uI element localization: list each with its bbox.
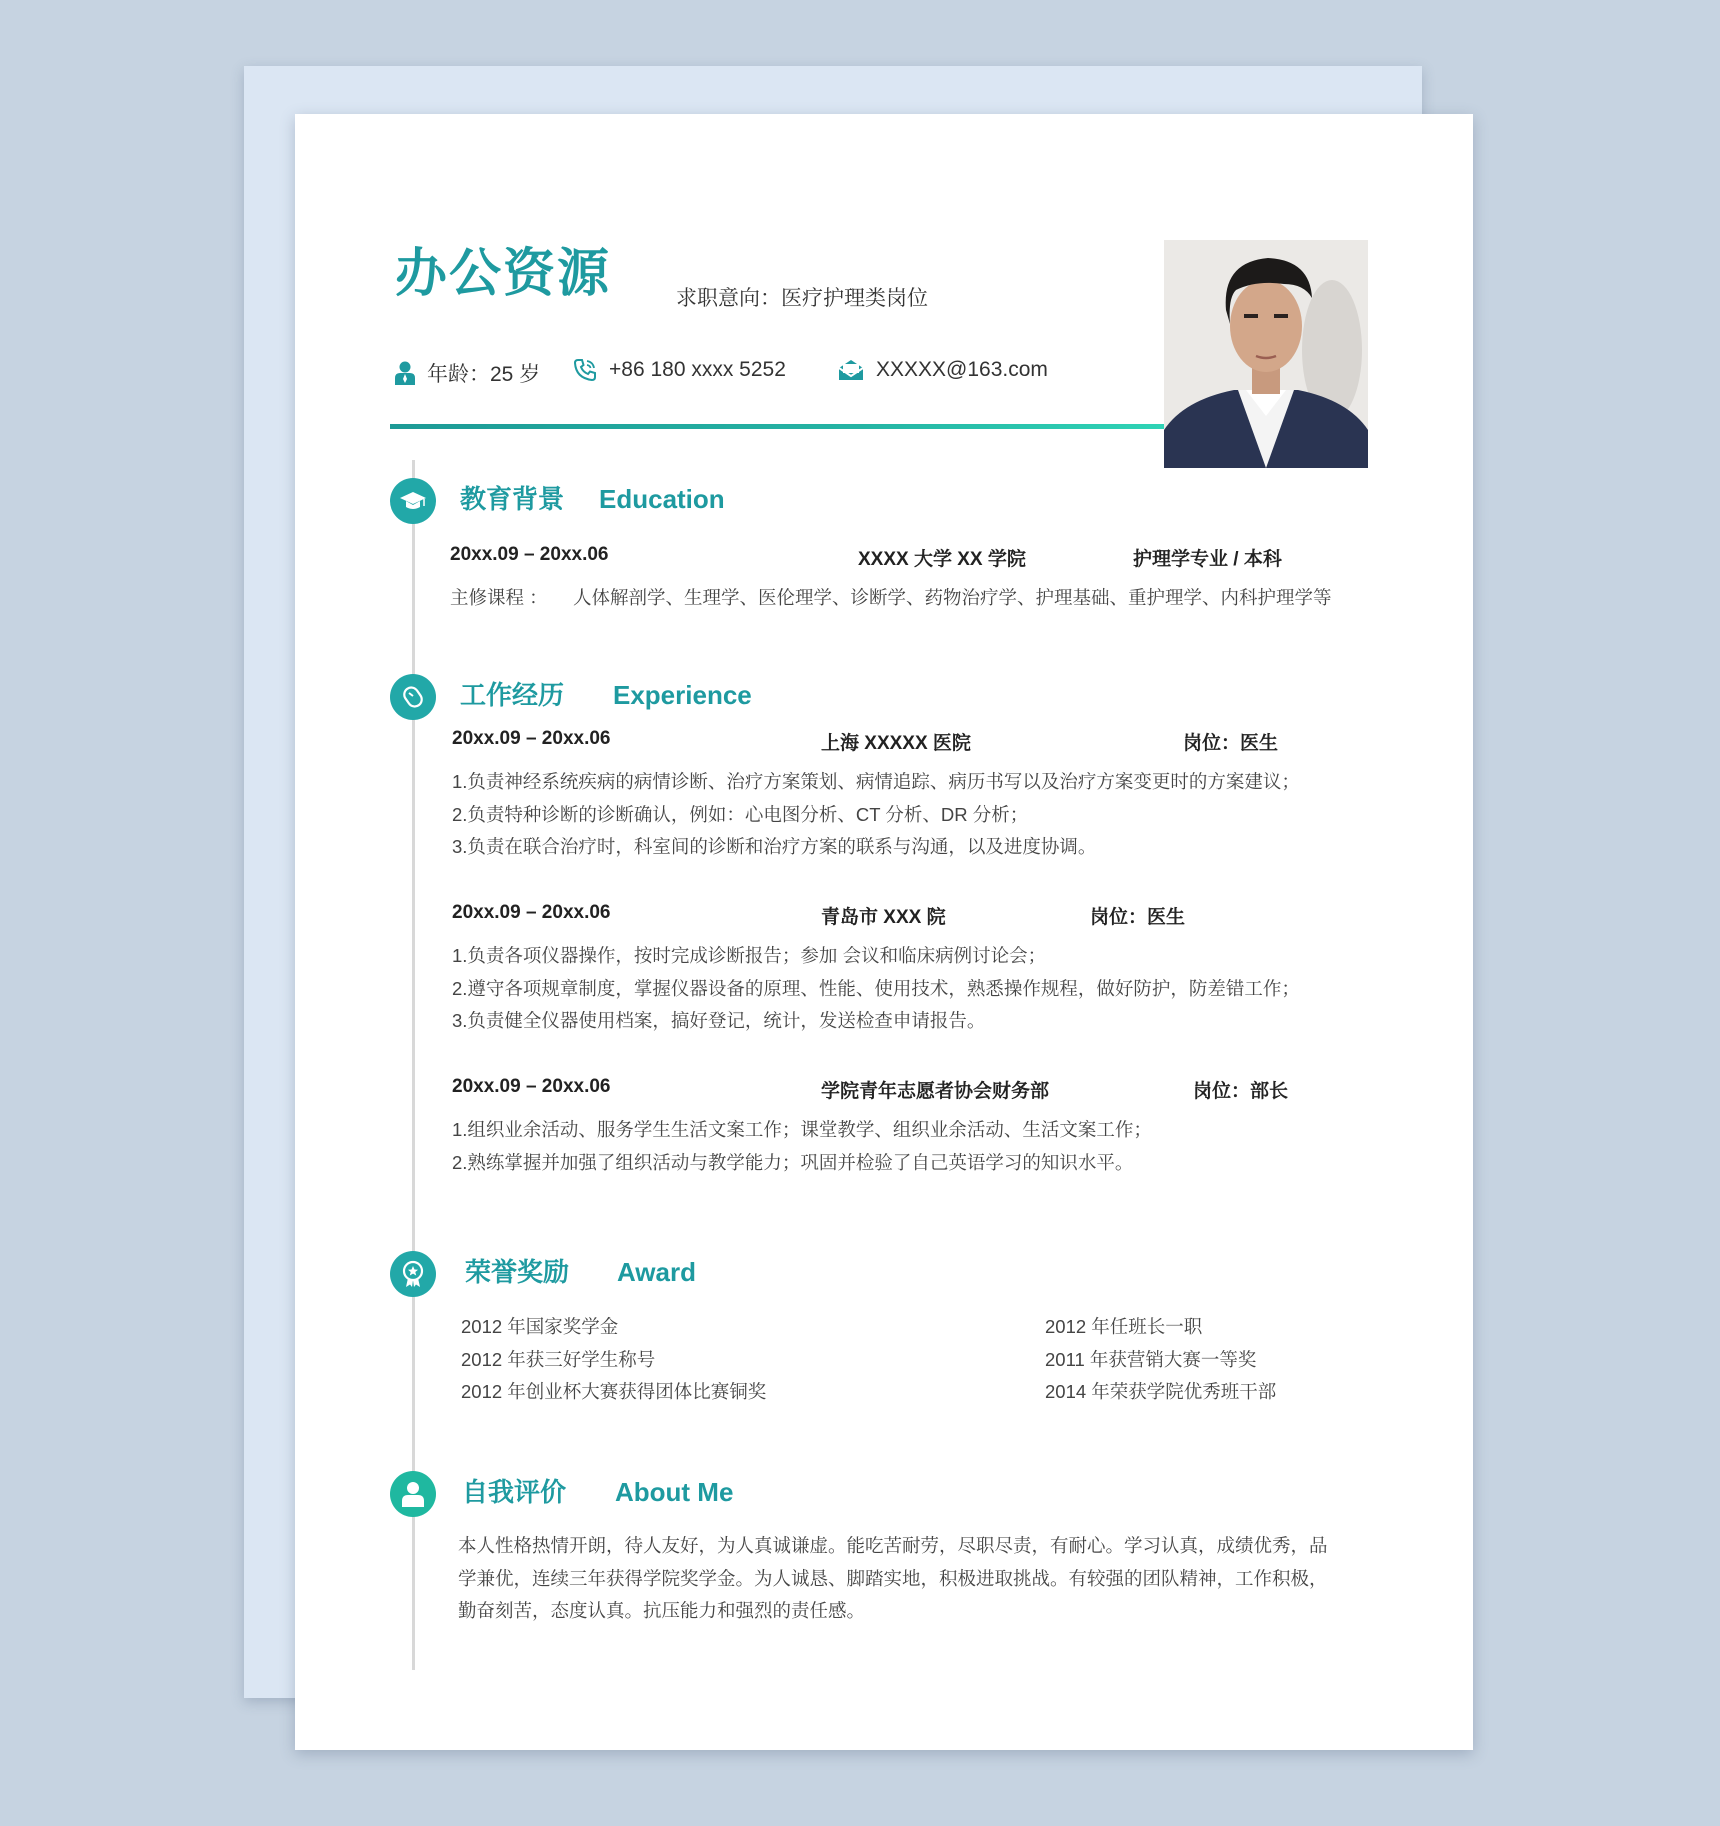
- contact-phone: [573, 358, 786, 382]
- education-title-en: Education: [599, 484, 725, 514]
- user-icon: [401, 1481, 425, 1507]
- job-org: 上海 XXXXX 医院: [821, 733, 971, 754]
- job-period: 20xx.09 – 20xx.06: [452, 1076, 611, 1097]
- contact-age: [395, 358, 540, 388]
- graduation-cap-icon: [399, 490, 427, 512]
- job-duty-line: 2.熟练掌握并加强了组织活动与教学能力；巩固并检验了自己英语学习的知识水平。: [452, 1151, 1134, 1173]
- job-org: 青岛市 XXX 院: [821, 907, 946, 928]
- job-duty-line: 2.遵守各项规章制度，掌握仪器设备的原理、性能、使用技术，熟悉操作规程，做好防护，防差错工作；: [452, 977, 1300, 999]
- award-item: 2014 年荣获学院优秀班干部: [1045, 1381, 1277, 1402]
- job-duty-line: 1.负责神经系统疾病的病情诊断、治疗方案策划、病情追踪、病历书写以及治疗方案变更时的方案建议；: [452, 771, 1300, 792]
- job-post: 岗位：医生: [1090, 907, 1186, 928]
- about-line: 勤奋刻苦，态度认真。抗压能力和强烈的责任感。: [458, 1600, 866, 1621]
- about-line: 学兼优，连续三年获得学院奖学金。为人诚恳、脚踏实地，积极进取挑战。有较强的团队精神，工作积极，: [458, 1567, 1328, 1589]
- resume-page: [295, 114, 1473, 1750]
- job-objective: 求职意向：医疗护理类岗位: [676, 287, 928, 310]
- about-text: [458, 1530, 1328, 1628]
- email-text: XXXXX@163.com: [876, 358, 1048, 381]
- experience-title-cn: 工作经历: [460, 680, 565, 710]
- job-duty-line: 3.负责在联合治疗时，科室间的诊断和治疗方案的联系与沟通，以及进度协调。: [452, 836, 1097, 857]
- award-item: 2011 年获营销大赛一等奖: [1045, 1348, 1257, 1370]
- job-duty-line: 2.负责特种诊断的诊断确认，例如：心电图分析、CT 分析、DR 分析；: [452, 803, 1029, 825]
- candidate-name: 办公资源: [395, 245, 612, 303]
- profile-photo: [1164, 240, 1368, 468]
- award-title-cn: 荣誉奖励: [465, 1257, 570, 1287]
- education-school: XXXX 大学 XX 学院: [858, 549, 1026, 570]
- contact-email: [838, 358, 1048, 382]
- job-org: 学院青年志愿者协会财务部: [821, 1081, 1050, 1102]
- medal-icon: [400, 1260, 426, 1288]
- job-period: 20xx.09 – 20xx.06: [452, 728, 611, 749]
- about-title-en: About Me: [615, 1477, 734, 1507]
- courses-label: 主修课程 ：: [450, 587, 548, 608]
- experience-section-icon: [390, 674, 436, 720]
- education-major: 护理学专业 / 本科: [1133, 549, 1282, 570]
- phone-icon: [573, 358, 597, 382]
- award-item: 2012 年国家奖学金: [461, 1316, 619, 1337]
- about-line: 本人性格热情开朗，待人友好，为人真诚谦虚。能吃苦耐劳，尽职尽责，有耐心。学习认真，成绩优秀，品: [458, 1535, 1328, 1556]
- job-post: 岗位：医生: [1183, 733, 1279, 754]
- age-text: 年龄：25 岁: [427, 363, 541, 386]
- about-title-cn: 自我评价: [462, 1477, 567, 1507]
- job-duties: [452, 1114, 1152, 1179]
- mail-icon: [838, 359, 864, 381]
- education-section-icon: [390, 478, 436, 524]
- award-item: 2012 年获三好学生称号: [461, 1348, 656, 1370]
- award-list-left: [461, 1311, 766, 1409]
- award-title-en: Award: [617, 1257, 696, 1287]
- job-duties: [452, 766, 1300, 864]
- job-duties: [452, 940, 1300, 1038]
- person-icon: [395, 361, 415, 385]
- award-item: 2012 年创业杯大赛获得团体比赛铜奖: [461, 1381, 767, 1402]
- job-period: 20xx.09 – 20xx.06: [452, 902, 611, 923]
- phone-text: +86 180 xxxx 5252: [609, 358, 786, 381]
- about-section-icon: [390, 1471, 436, 1517]
- education-title-cn: 教育背景: [460, 484, 565, 514]
- award-item: 2012 年任班长一职: [1045, 1316, 1203, 1337]
- job-duty-line: 1.组织业余活动、服务学生生活文案工作；课堂教学、组织业余活动、生活文案工作；: [452, 1119, 1152, 1140]
- job-duty-line: 3.负责健全仪器使用档案，搞好登记，统计，发送检查申请报告。: [452, 1010, 986, 1031]
- award-list-right: [1045, 1311, 1276, 1409]
- award-section-icon: [390, 1251, 436, 1297]
- mouse-icon: [400, 684, 426, 710]
- job-post: 岗位：部长: [1193, 1081, 1289, 1102]
- experience-title-en: Experience: [613, 680, 752, 710]
- education-period: 20xx.09 – 20xx.06: [450, 544, 609, 565]
- job-duty-line: 1.负责各项仪器操作，按时完成诊断报告；参加 会议和临床病例讨论会；: [452, 945, 1047, 966]
- header-divider: [390, 424, 1170, 429]
- courses-list: 人体解剖学、生理学、医伦理学、诊断学、药物治疗学、护理基础、重护理学、内科护理学等: [573, 587, 1332, 608]
